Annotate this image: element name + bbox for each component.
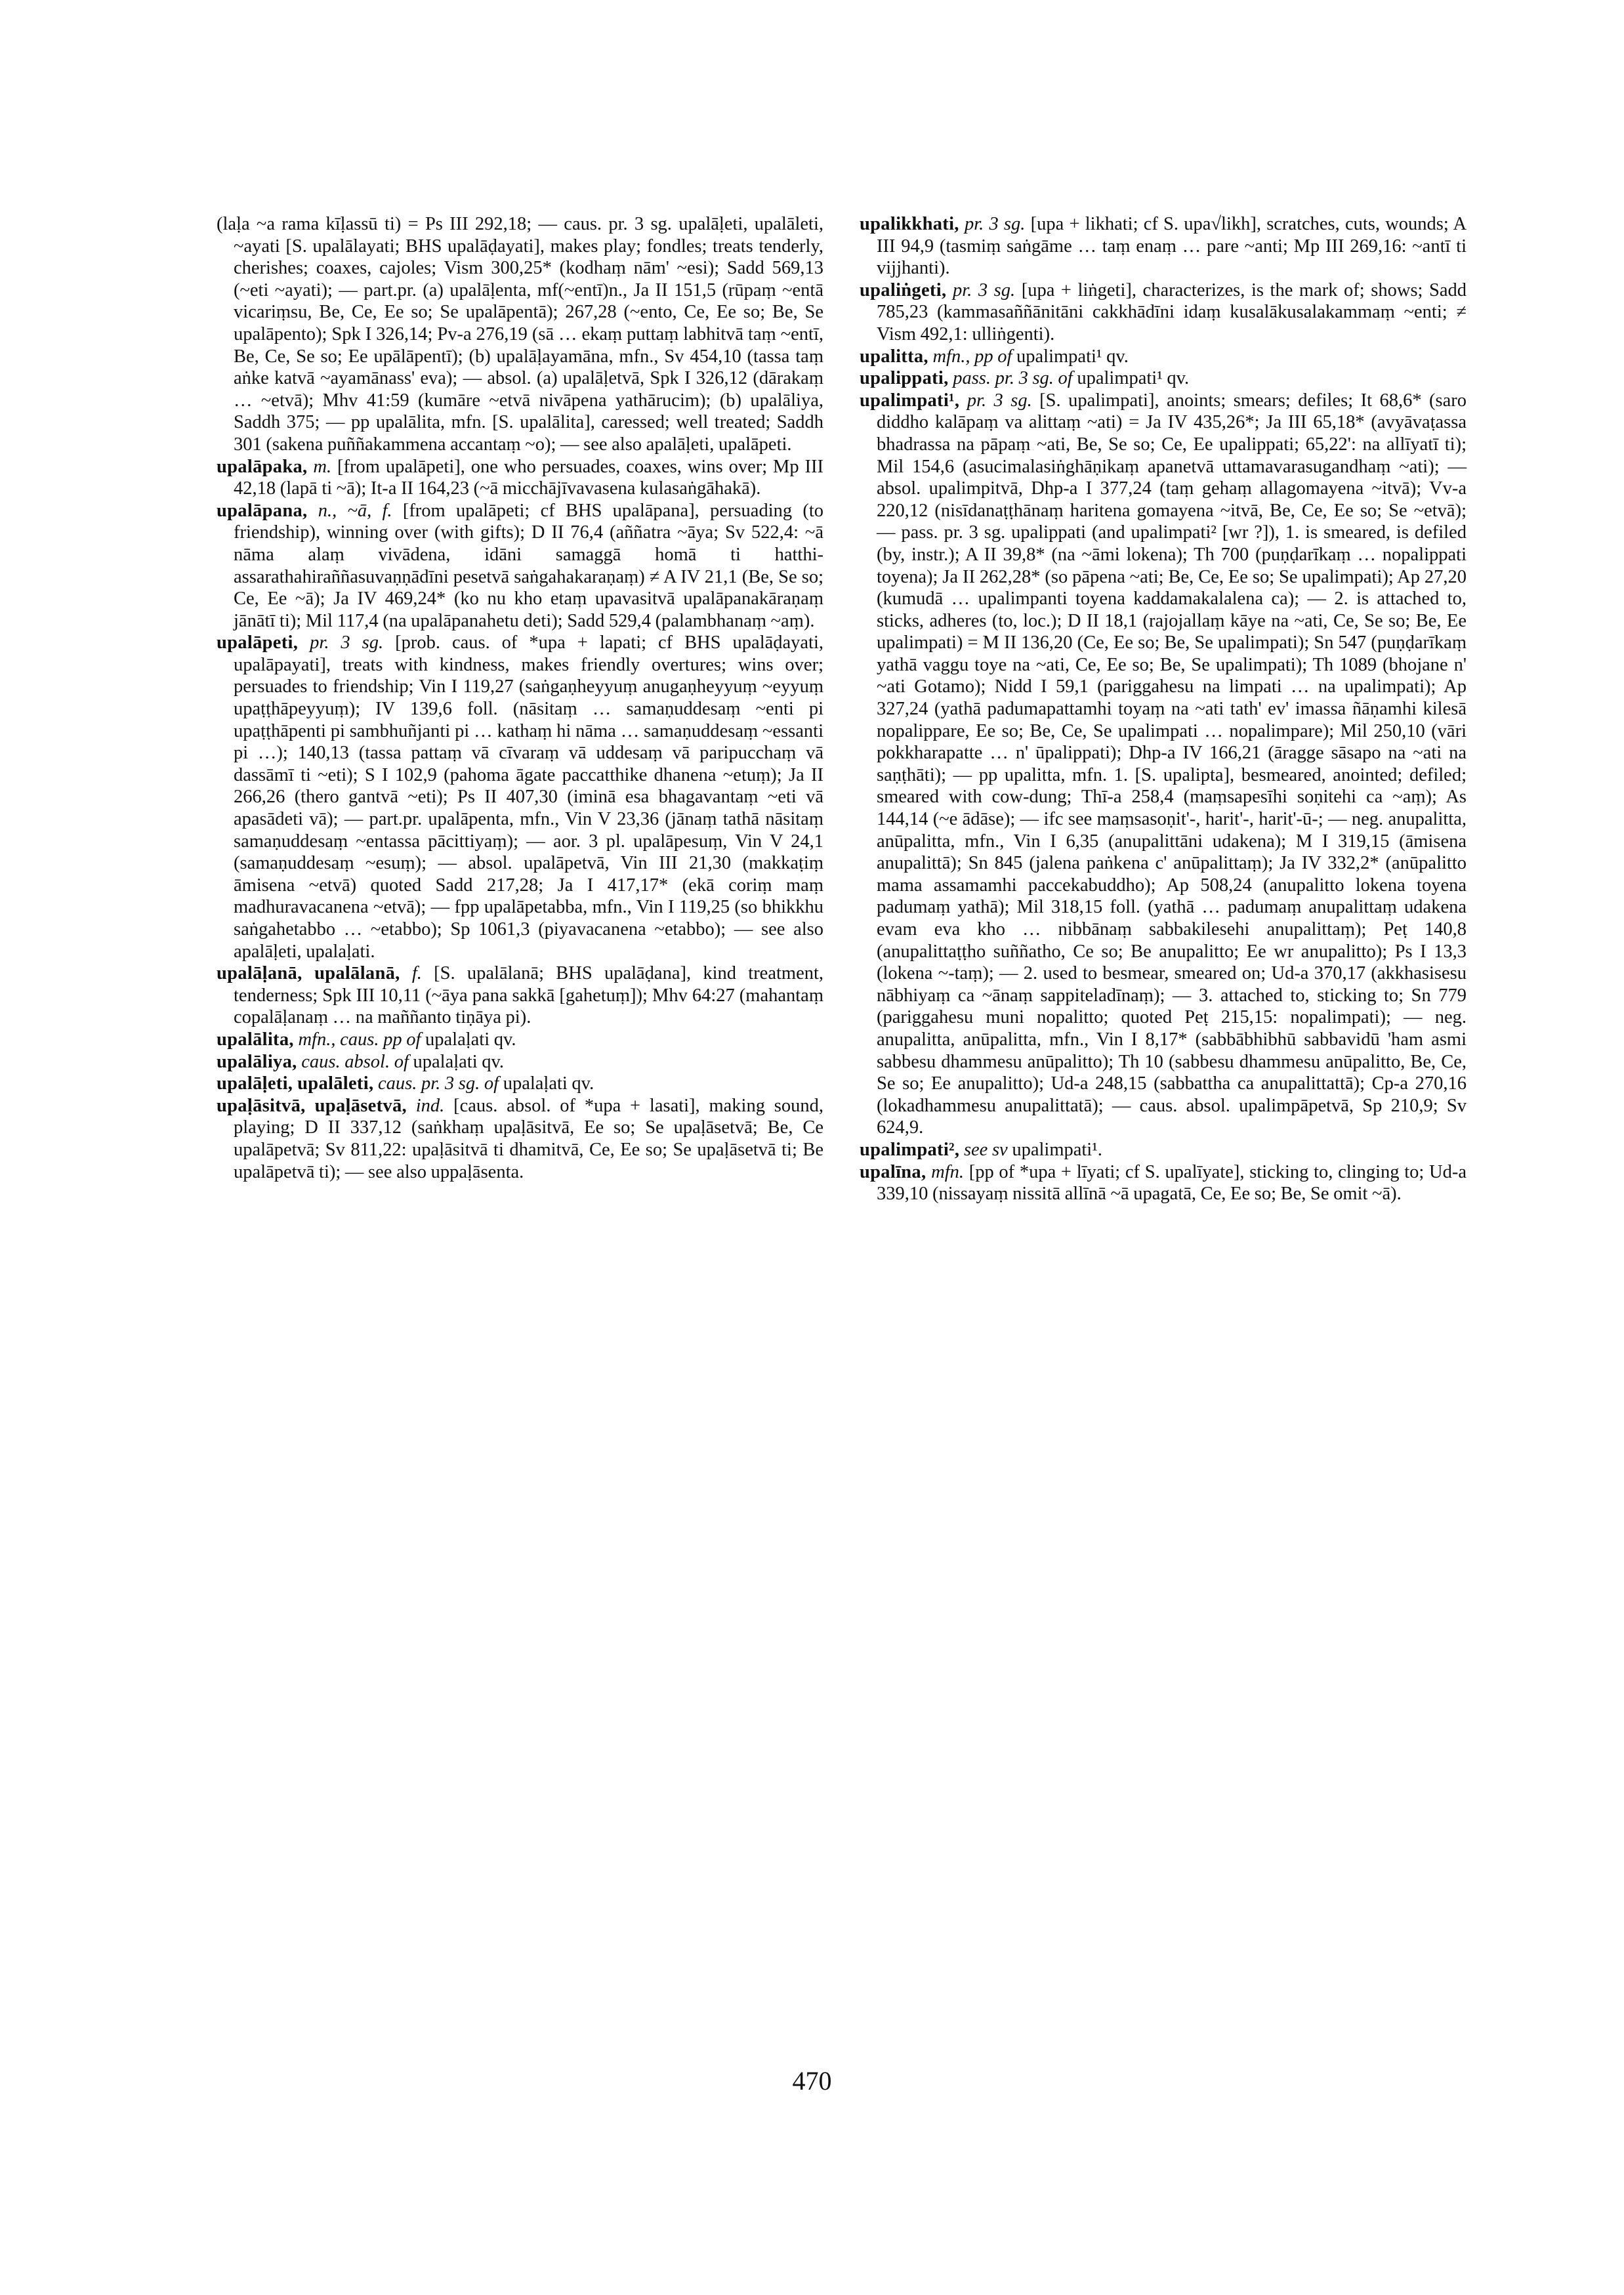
entry-grammar: f. (411, 963, 422, 984)
dictionary-entry (860, 279, 1467, 346)
dictionary-entry (860, 346, 1467, 368)
entry-headword: upalippati, (860, 368, 949, 389)
entry-headword: upalitta, (860, 346, 928, 367)
entry-headword: upalāpana, (217, 500, 308, 521)
entry-text: upalimpati¹. (1012, 1139, 1102, 1160)
entry-text: upalaḷati qv. (425, 1029, 516, 1050)
entry-grammar: pr. 3 sg. (310, 632, 384, 653)
entry-headword: upalāpaka, (217, 456, 308, 477)
entry-text: [from upalāpeti], one who persuades, coaxes, wins over; Mp III 42,18 (lapā ti ~ā); It-a II 164,23 (~ā micchājīvavasena kulasaṅgāhakā). (234, 456, 824, 499)
entry-grammar: n., ~ā, f. (318, 500, 392, 521)
entry-text: [from upalāpeti; cf BHS upalāpana], persuading (to friendship), winning over (with gifts); D II 76,4 (aññatra ~āya; Sv 522,4: ~ā nāma alaṃ vivādena, idāni samaggā homā ti hatthi-assarathahiraññasuvaṇṇādīni pesetvā saṅgahakaraṇaṃ) ≠ A IV 21,1 (Be, Se so; Ce, Ee ~ā); Ja IV 469,24* (ko nu kho etaṃ upavasitvā upalāpanakāraṇaṃ jānātī ti); Mil 117,4 (na upalāpanahetu deti); Sadd 529,4 (palambhanaṃ ~aṃ). (234, 500, 824, 631)
page-number: 470 (792, 2066, 832, 2096)
dictionary-entry (217, 1051, 823, 1073)
entry-text: upalaḷati qv. (413, 1051, 505, 1072)
dictionary-entry (217, 456, 823, 500)
entry-text: upalimpati¹ qv. (1016, 346, 1129, 367)
entry-text: [S. upalimpati], anoints; smears; defiles; It 68,6* (saro diddho kalāpaṃ va alittaṃ ~ati) = Ja IV 435,26*; Ja III 65,18* (avyāvaṭassa bhadrassa na pāpaṃ ~ati, Be, Se so; Ce, Ee upalippati; 65,22': na allīyatī ti); Mil 154,6 (asucimalasiṅghāṇikaṃ apanetvā uttamavarasugandhaṃ ~ati); — absol. upalimpitvā, Dhp-a I 377,24 (taṃ gehaṃ allagomayena ~itvā); Vv-a 220,12 (nisīdanaṭṭhānaṃ haritena gomayena ~itvā, Be, Ce, Ee so; Se ~etvā); — pass. pr. 3 sg. upalippati (and upalimpati² [wr ?]), 1. is smeared, is defiled (by, instr.); A II 39,8* (na ~āmi lokena); Th 700 (puṇḍarīkaṃ … nopalippati toyena); Ja II 262,28* (so pāpena ~ati; Be, Ce, Ee so; Se upalimpati); Ap 27,20 (kumudā … upalimpanti toyena kaddamakalalena ca); — 2. is attached to, sticks, adheres (to, loc.); D II 18,1 (rajojallaṃ kāye na ~ati, Ce, Se so; Be, Ee upalimpati) = M II 136,20 (Ce, Ee so; Be, Se upalimpati); Sn 547 (puṇḍarīkaṃ yathā vaggu toye na ~ati, Ce, Ee so; Be, Se upalimpati); Th 1089 (bhojane n' ~ati Gotamo); Nidd I 59,1 (pariggahesu na limpati … na upalimpati); Ap 327,24 (yathā padumapattamhi toyaṃ na ~ati tath' ev' imassa ñāṇamhi kilesā nopalippare, Ee so; Be, Ce, Se upalimpati … nopalimpare); Mil 250,10 (vāri pokkharapatte … n' ūpalippati); Dhp-a IV 166,21 (āragge sāsapo na ~ati na saṇṭhāti); — pp upalitta, mfn. 1. [S. upalipta], besmeared, anointed; defiled; smeared with cow-dung; Thī-a 258,4 (maṃsapesīhi soṇitehi ca ~aṃ); As 144,14 (~e ādāse); — ifc see maṃsasoṇit'-, harit'-, harit'-ū-; — neg. anupalitta, anūpalitta, mfn., Vin I 6,35 (anupalittāni udakena); M I 319,15 (āmisena anupalittā); Sn 845 (jalena paṅkena c' anūpalittaṃ); Ja IV 332,2* (anūpalitto mama assamamhi paccekabuddho); Ap 508,24 (anupalitto lokena toyena padumaṃ yathā); Mil 318,15 foll. (yathā … padumaṃ anupalittaṃ udakena evam eva kho … nibbānaṃ sabbakilesehi anupalittaṃ); Peṭ 140,8 (anupalittaṭṭho suññatho, Ce so; Be anupalitto; Ee wr anupalitto); Ps I 13,3 (lokena ~-taṃ); — 2. used to besmear, smeared on; Ud-a 370,17 (akkhasisesu nābhiyaṃ ca ~ānaṃ sappiteladīnaṃ); — 3. attached to, sticking to; Sn 779 (pariggahesu muni nopalitto; quoted Peṭ 215,15: nopalimpati); — neg. anupalitta, anūpalitta, mfn., Vin I 8,17* (sabbābhibhū sabbavidū 'ham asmi sabbesu dhammesu anūpalitto); Th 10 (sabbesu dhammesu anūpalitto, Be, Ce, Se so; Ee anupalitto); Ud-a 248,15 (sabbattha ca anupalittattā); Cp-a 270,16 (lokadhammesu anupalittatā); — caus. absol. upalimpāpetvā, Sp 210,9; Sv 624,9. (877, 390, 1467, 1138)
entry-grammar: pr. 3 sg. (967, 390, 1032, 411)
entry-text: [prob. caus. of *upa + lapati; cf BHS upalāḍayati, upalāpayati], treats with kindness, makes friendly overtures; wins over; persuades to friendship; Vin I 119,27 (saṅgaṇheyyuṃ anugaṇheyyuṃ ~eyyuṃ upaṭṭhāpeyyuṃ); IV 139,6 foll. (nāsitaṃ … samaṇuddesaṃ ~enti pi upaṭṭhāpenti pi sambhuñjanti pi … kathaṃ hi nāma … samaṇuddesaṃ ~essanti pi …); 140,13 (tassa pattaṃ vā cīvaraṃ vā uddesaṃ vā paripucchaṃ vā dassāmī ti ~eti); S I 102,9 (pahoma āgate paccatthike dhanena ~etuṃ); Ja II 266,26 (thero gantvā ~eti); Ps II 407,30 (iminā esa bhagavantaṃ ~eti vā apasādeti vā); — part.pr. upalāpenta, mfn., Vin V 23,36 (jānaṃ tathā nāsitaṃ samaṇuddesaṃ ~entassa pācittiyaṃ); — aor. 3 pl. upalāpesuṃ, Vin V 24,1 (samaṇuddesaṃ ~esuṃ); — absol. upalāpetvā, Vin III 21,30 (makkaṭiṃ āmisena ~etvā) quoted Sadd 217,28; Ja I 417,17* (ekā coriṃ maṃ madhuravacanena ~etvā); — fpp upalāpetabba, mfn., Vin I 119,25 (so bhikkhu saṅgahetabbo … ~etabbo); Sp 1061,3 (piyavacanena ~etabbo); — see also apalāḷeti, upalaḷati. (234, 632, 824, 962)
entry-text: [caus. absol. of *upa + lasati], making sound, playing; D II 337,12 (saṅkhaṃ upaḷāsitvā, Ee so; Se upaḷāsetvā; Be, Ce upalāpetvā; Sv 811,22: upaḷāsitvā ti dhamitvā, Ce, Ee so; Se upaḷāsetvā ti; Be upalāpetvā ti); — see also uppaḷāsenta. (234, 1095, 824, 1182)
entry-headword: upalāpeti, (217, 632, 299, 653)
entry-text: [S. upalālanā; BHS upalāḍana], kind treatment, tenderness; Spk III 10,11 (~āya pana sakkā [gahetuṃ]); Mhv 64:27 (mahantaṃ copalāḷanaṃ … na maññanto tiṇāya pi). (234, 963, 824, 1028)
entry-grammar: pr. 3 sg. (964, 214, 1026, 234)
dictionary-entry (860, 213, 1467, 279)
entry-grammar: pass. pr. 3 sg. of (953, 368, 1073, 389)
entry-grammar: see sv (963, 1139, 1008, 1160)
entry-headword: upalālita, (217, 1029, 294, 1050)
dictionary-entry (860, 367, 1467, 390)
dictionary-entry (217, 1095, 823, 1183)
entry-text: [upa + liṅgeti], characterizes, is the mark of; shows; Sadd 785,23 (kammasaññānitāni cakkhādīni idaṃ kusalākusalakammaṃ ~enti; ≠ Vism 492,1: ulliṅgenti). (877, 279, 1467, 344)
dictionary-entry (860, 1161, 1467, 1205)
dictionary-entry (217, 1073, 823, 1095)
entry-grammar: mfn. (931, 1161, 964, 1182)
left-column (217, 213, 823, 1183)
entry-text: [upa + likhati; cf S. upa√likh], scratches, cuts, wounds; A III 94,9 (tasmiṃ saṅgāme … taṃ enaṃ … pare ~anti; Mp III 269,16: ~antī ti vijjhanti). (877, 214, 1467, 279)
entry-headword: upalīna, (860, 1161, 927, 1182)
dictionary-entry (217, 962, 823, 1029)
entry-grammar: mfn., pp of (932, 346, 1012, 367)
entry-headword: upalimpati², (860, 1139, 960, 1160)
entry-grammar: pr. 3 sg. (952, 279, 1016, 300)
dictionary-entry (860, 1139, 1467, 1161)
entry-text: upalimpati¹ qv. (1077, 368, 1190, 389)
entry-headword: upaḷāsitvā, upaḷāsetvā, (217, 1095, 407, 1116)
entry-headword: upaliṅgeti, (860, 279, 947, 300)
entry-headword: upalāliya, (217, 1051, 297, 1072)
entry-grammar: m. (313, 456, 332, 477)
entry-text: upalaḷati qv. (503, 1073, 594, 1094)
dictionary-entry (217, 632, 823, 962)
entry-headword: upalāḷanā, upalālanā, (217, 963, 400, 984)
dictionary-entry (860, 390, 1467, 1139)
entry-grammar: ind. (415, 1095, 445, 1116)
entry-grammar: caus. absol. of (301, 1051, 409, 1072)
entry-text: [pp of *upa + līyati; cf S. upalīyate], sticking to, clinging to; Ud-a 339,10 (nissayaṃ nissitā allīnā ~ā upagatā, Ce, Ee so; Be, Se omit ~ā). (877, 1161, 1467, 1205)
dictionary-entry (217, 213, 823, 456)
entry-headword: upalāḷeti, upalāleti, (217, 1073, 374, 1094)
right-column (860, 213, 1467, 1205)
entry-headword: upalimpati¹, (860, 390, 960, 411)
entry-grammar: mfn., caus. pp of (298, 1029, 421, 1050)
dictionary-entry (217, 500, 823, 632)
entry-headword: upalikkhati, (860, 214, 959, 234)
entry-grammar: caus. pr. 3 sg. of (378, 1073, 499, 1094)
dictionary-entry (217, 1029, 823, 1051)
entry-text: (laḷa ~a rama kīḷassū ti) = Ps III 292,18; — caus. pr. 3 sg. upalāḷeti, upalāleti, ~ayati [S. upalālayati; BHS upalāḍayati], makes play; fondles; treats tenderly, cherishes; coaxes, cajoles; Vism 300,25* (kodhaṃ nām' ~esi); Sadd 569,13 (~eti ~ayati); — part.pr. (a) upalāḷenta, mf(~entī)n., Ja II 151,5 (rūpaṃ ~entā vicariṃsu, Be, Ce, Ee so; Se upalāpentā); 267,28 (~ento, Ce, Ee so; Be, Se upalāpento); Spk I 326,14; Pv-a 276,19 (sā … ekaṃ puttaṃ labhitvā taṃ ~entī, Be, Ce, Se so; Ee upālāpentī); (b) upalāḷayamāna, mfn., Sv 454,10 (tassa taṃ aṅke katvā ~ayamānass' eva); — absol. (a) upalāḷetvā, Spk I 326,12 (dārakaṃ … ~etvā); Mhv 41:59 (kumāre ~etvā nivāpena yathārucim); (b) upalāliya, Saddh 375; — pp upalālita, mfn. [S. upalālita], caressed; well treated; Saddh 301 (sakena puññakammena accantaṃ ~o); — see also apalāḷeti, upalāpeti. (217, 214, 823, 455)
